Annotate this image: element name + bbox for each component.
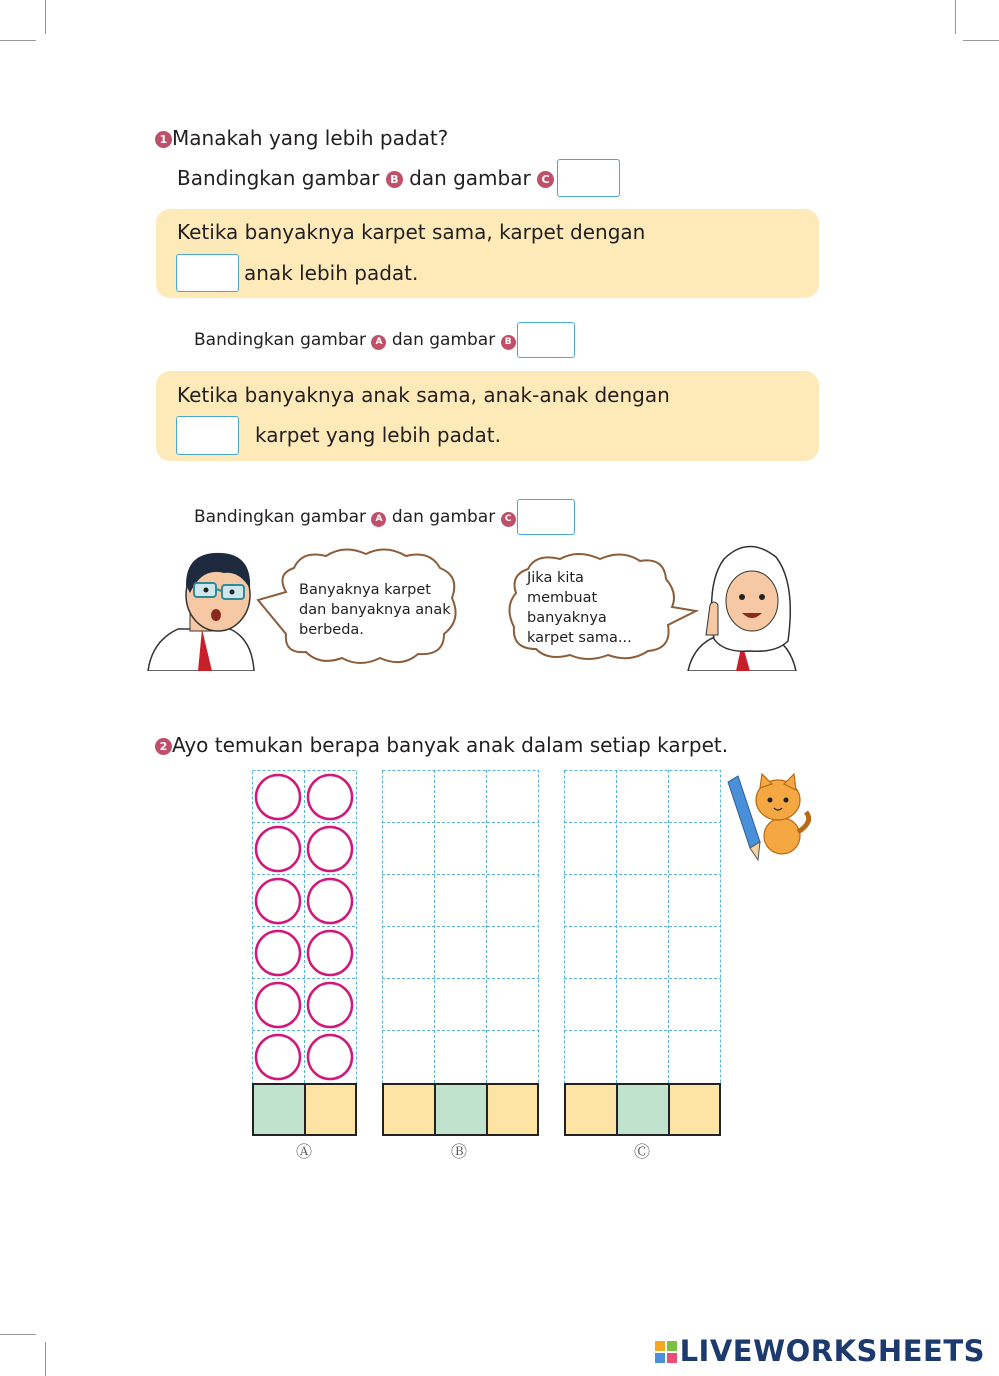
compare-a-b-row	[194, 329, 535, 351]
answer-box-a-c[interactable]	[517, 499, 575, 535]
q2-title-row	[155, 732, 728, 758]
bubble-line: banyaknya	[527, 610, 607, 626]
compare-b-c-row	[177, 165, 577, 191]
picture-a-badge: A	[371, 335, 386, 350]
child-circle	[308, 1035, 352, 1079]
crop-mark	[45, 1342, 46, 1376]
grid-b	[382, 770, 540, 1136]
crop-mark	[955, 0, 956, 34]
child-circle	[308, 775, 352, 819]
answer-box-a-b[interactable]	[517, 322, 575, 358]
answer-box-b-c[interactable]	[557, 159, 620, 197]
child-circle	[308, 879, 352, 923]
grid-c-dashed-cells	[564, 770, 721, 1084]
compare-text: Bandingkan gambar	[177, 166, 380, 190]
compare-text: Bandingkan gambar	[194, 330, 367, 350]
picture-b-badge: B	[501, 335, 516, 350]
bubble-line: Banyaknya karpet	[299, 582, 431, 598]
crop-mark	[45, 0, 46, 34]
picture-c-badge: C	[537, 171, 554, 188]
compare-text: Bandingkan gambar	[194, 507, 367, 527]
picture-c-badge: C	[501, 512, 516, 527]
child-circle	[256, 775, 300, 819]
panel2-line2: karpet yang lebih padat.	[255, 423, 501, 447]
panel1-line2: anak lebih padat.	[244, 261, 419, 285]
child-circle	[256, 879, 300, 923]
carpet-yellow	[487, 1084, 538, 1135]
carpet-green	[435, 1084, 487, 1135]
carpet-yellow	[669, 1084, 720, 1135]
child-circle	[256, 827, 300, 871]
child-circle	[256, 1035, 300, 1079]
crop-mark	[0, 40, 36, 41]
bubble-line: karpet sama...	[527, 630, 632, 646]
bubble-line: berbeda.	[299, 622, 364, 638]
liveworksheets-logo	[655, 1334, 985, 1368]
bubble-line: Jika kita	[527, 570, 584, 586]
q2-title: Ayo temukan berapa banyak anak dalam setiap karpet.	[172, 733, 729, 757]
carpet-yellow	[565, 1084, 617, 1135]
answer-box-panel2[interactable]	[176, 416, 239, 455]
statement-panel-1	[156, 209, 819, 298]
girl-illustration	[684, 543, 799, 671]
bubble-line: membuat	[527, 590, 598, 606]
carpet-yellow	[383, 1084, 435, 1135]
carpet-green	[253, 1084, 305, 1135]
grid-a-label: Ⓐ	[296, 1142, 313, 1161]
grid-c-label: Ⓒ	[634, 1142, 651, 1161]
grid-b-dashed-cells	[382, 770, 539, 1084]
q2-number-badge: 2	[155, 738, 172, 755]
child-circle	[308, 931, 352, 975]
panel1-line1: Ketika banyaknya karpet sama, karpet dengan	[177, 220, 646, 244]
grid-c	[564, 770, 722, 1136]
picture-b-badge: B	[386, 171, 403, 188]
grid-b-label: Ⓑ	[451, 1142, 468, 1161]
grid-a	[252, 770, 358, 1136]
crop-mark	[963, 40, 999, 41]
q1-title-row	[155, 125, 448, 151]
compare-text: dan gambar	[409, 166, 531, 190]
compare-text: dan gambar	[391, 330, 496, 350]
panel2-line1: Ketika banyaknya anak sama, anak-anak dengan	[177, 383, 670, 407]
q1-number-badge: 1	[155, 131, 172, 148]
picture-a-badge: A	[371, 512, 386, 527]
cat-pencil-illustration	[724, 772, 812, 864]
liveworksheets-logo-icon	[655, 1341, 677, 1363]
bubble-line: dan banyaknya anak	[299, 602, 451, 618]
child-circle	[308, 827, 352, 871]
compare-text: dan gambar	[391, 507, 496, 527]
q1-title: Manakah yang lebih padat?	[172, 126, 449, 150]
child-circle	[308, 983, 352, 1027]
boy-illustration	[140, 545, 260, 671]
carpet-yellow	[305, 1084, 356, 1135]
carpet-green	[617, 1084, 669, 1135]
answer-box-panel1[interactable]	[176, 254, 239, 292]
girl-bubble-text	[527, 568, 632, 648]
child-circle	[256, 931, 300, 975]
crop-mark	[0, 1334, 36, 1335]
boy-bubble-text	[299, 580, 451, 640]
compare-a-c-row	[194, 506, 535, 528]
logo-text: LIVEWORKSHEETS	[679, 1334, 985, 1368]
statement-panel-2	[156, 371, 819, 461]
child-circle	[256, 983, 300, 1027]
